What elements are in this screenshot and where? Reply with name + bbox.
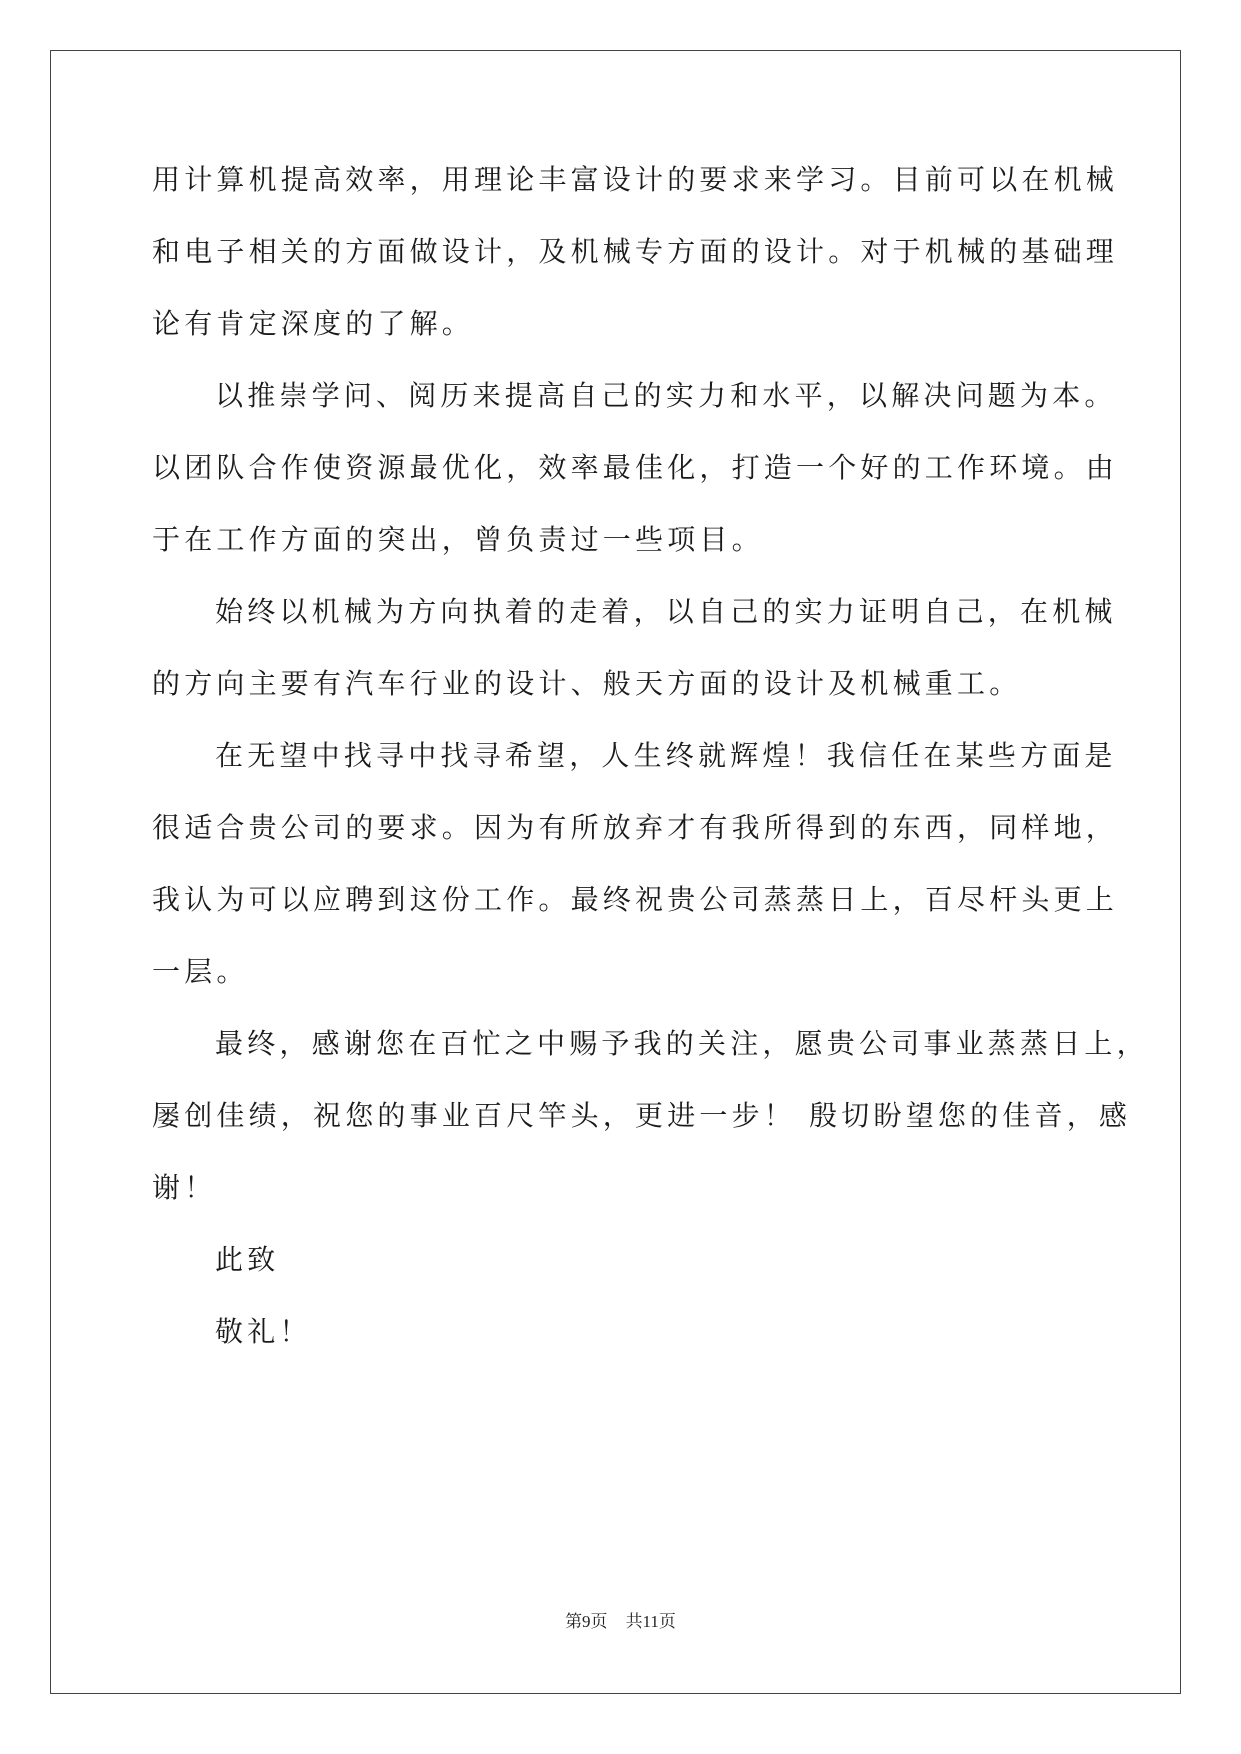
paragraph-start-line: 始终以机械为方向执着的走着，以自己的实力证明自己，在机械 <box>215 595 1117 628</box>
text-line: 屡创佳绩，祝您的事业百尺竿头，更进一步！ 殷切盼望您的佳音，感 <box>152 1099 1132 1132</box>
page-footer <box>0 1610 1241 1634</box>
text-line: 用计算机提高效率，用理论丰富设计的要求来学习。目前可以在机械 <box>152 163 1119 196</box>
page-number: 第9页 <box>565 1612 608 1631</box>
paragraph-start-line: 最终，感谢您在百忙之中赐予我的关注，愿贵公司事业蒸蒸日上， <box>215 1027 1149 1060</box>
text-line: 谢！ <box>152 1171 217 1204</box>
text-line: 我认为可以应聘到这份工作。最终祝贵公司蒸蒸日上，百尽杆头更上 <box>152 883 1119 916</box>
text-line: 一层。 <box>152 955 249 988</box>
text-line: 和电子相关的方面做设计，及机械专方面的设计。对于机械的基础理 <box>152 235 1119 268</box>
text-line: 论有肯定深度的了解。 <box>152 307 475 340</box>
page-border <box>50 50 1181 1694</box>
text-line: 于在工作方面的突出，曾负责过一些项目。 <box>152 523 764 556</box>
text-line: 以团队合作使资源最优化，效率最佳化，打造一个好的工作环境。由 <box>152 451 1119 484</box>
closing-regards: 敬礼！ <box>215 1315 312 1348</box>
text-line: 很适合贵公司的要求。因为有所放弃才有我所得到的东西，同样地， <box>152 811 1119 844</box>
text-line: 的方向主要有汽车行业的设计、般天方面的设计及机械重工。 <box>152 667 1022 700</box>
page-total: 共11页 <box>625 1612 676 1631</box>
paragraph-start-line: 在无望中找寻中找寻希望，人生终就辉煌！我信任在某些方面是 <box>215 739 1117 772</box>
paragraph-start-line: 以推崇学问、阅历来提高自己的实力和水平，以解决问题为本。 <box>215 379 1117 412</box>
closing-salutation: 此致 <box>215 1243 280 1276</box>
